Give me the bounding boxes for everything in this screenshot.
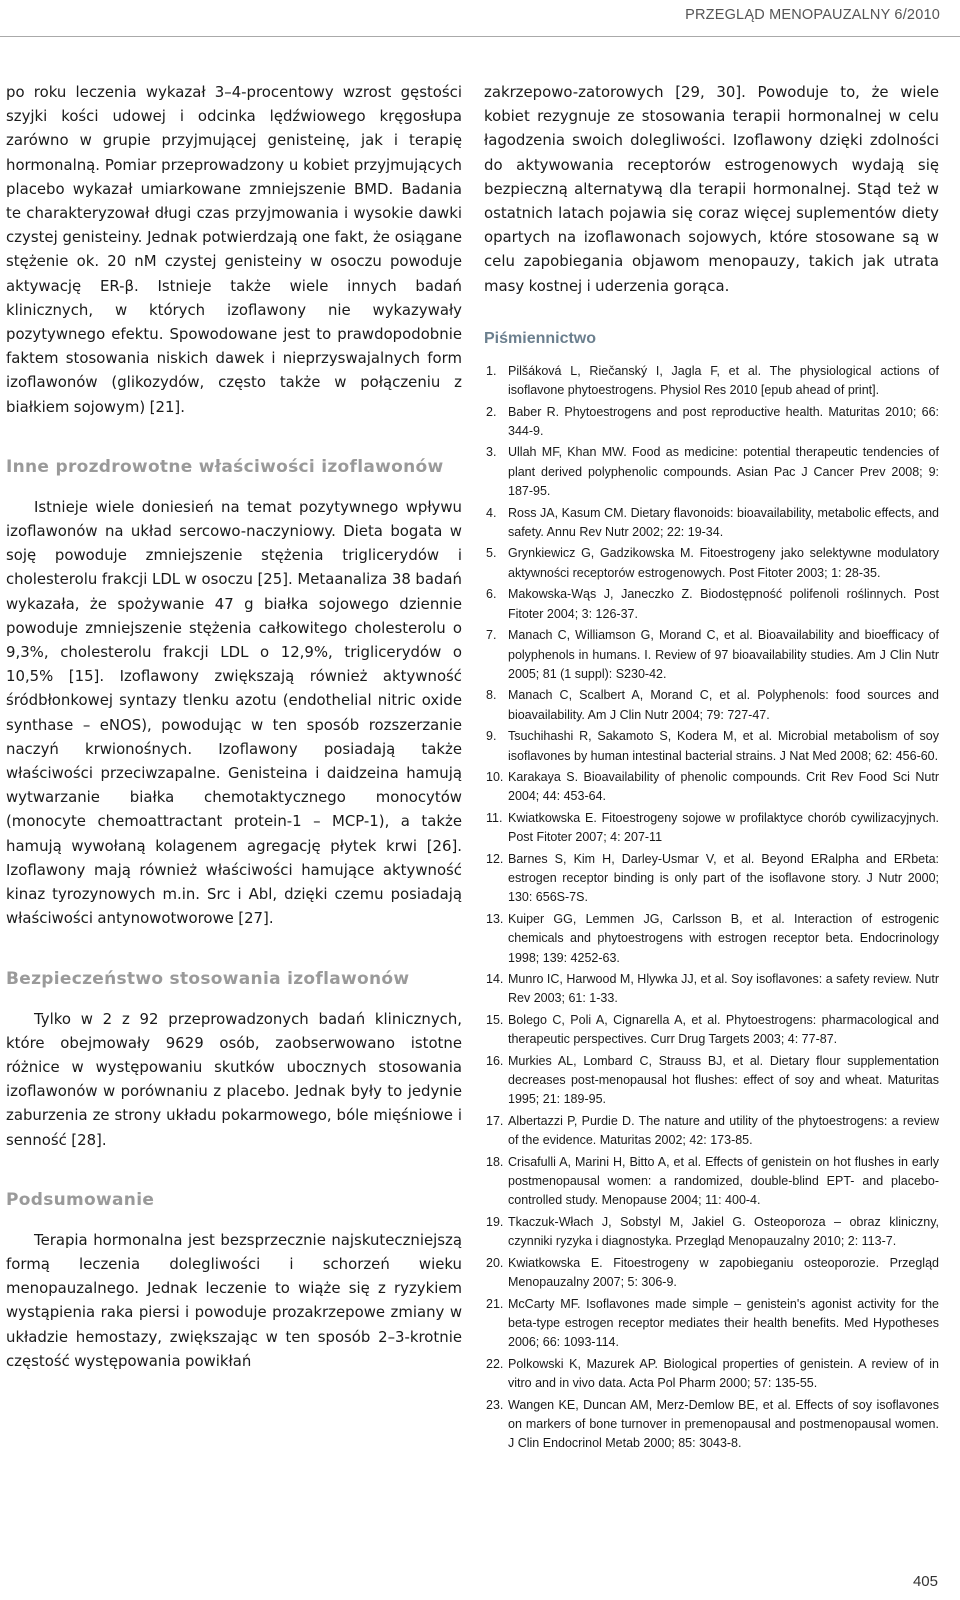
reference-number: 17.	[486, 1113, 504, 1128]
reference-text: McCarty MF. Isoflavones made simple – genistein's agonist activity for the beta-type estrogen receptor mediates their health benefits. Med Hypotheses 2006; 66: 1093-114.	[508, 1296, 939, 1350]
reference-item	[484, 686, 939, 725]
reference-number: 20.	[486, 1255, 504, 1270]
reference-number: 18.	[486, 1154, 504, 1169]
reference-item	[484, 727, 939, 766]
reference-number: 21.	[486, 1296, 504, 1311]
left-column	[6, 80, 462, 1373]
reference-list	[484, 362, 939, 1454]
reference-item	[484, 362, 939, 401]
reference-number: 14.	[486, 972, 504, 987]
reference-text: Manach C, Williamson G, Morand C, et al. Bioavailability and bioefficacy of polyphenols in humans. I. Review of 97 bioavailability studies. Am J Clin Nutr 2005; 81 (1 suppl): S230-42.	[508, 628, 939, 681]
running-head	[0, 0, 960, 42]
reference-text: Crisafulli A, Marini H, Bitto A, et al. Effects of genistein on hot flushes in early postmenopausal women: a randomized, double-blind EPT- and placebo-controlled study. Menopause 2004; 11: 400-4.	[508, 1154, 939, 1208]
reference-number: 3.	[486, 445, 497, 460]
reference-item	[484, 1396, 939, 1454]
reference-text: Ullah MF, Khan MW. Food as medicine: potential therapeutic tendencies of plant derived polyphenolic compounds. Asian Pac J Cancer Prev 2008; 9: 187-95.	[508, 445, 939, 499]
reference-text: Polkowski K, Mazurek AP. Biological properties of genistein. A review of in vitro and in vivo data. Acta Pol Pharm 2000; 57: 135-55.	[508, 1356, 939, 1391]
section-heading-other-properties: Inne prozdrowotne właściwości izoflawonów	[6, 456, 444, 477]
reference-number: 5.	[486, 546, 497, 561]
reference-item	[484, 504, 939, 543]
reference-number: 19.	[486, 1214, 504, 1229]
reference-number: 7.	[486, 628, 497, 643]
reference-text: Baber R. Phytoestrogens and post reproductive health. Maturitas 2010; 66: 344-9.	[508, 404, 939, 439]
header-rule	[0, 36, 960, 37]
paragraph-intro: po roku leczenia wykazał 3–4-procentowy wzrost gęstości szyjki kości udowej i odcinka lędźwiowego kręgosłupa zarówno w grupie przyjmującej genisteinę, jak i terapię hormonalną. Pomiar przeprowadzony u kobiet przyjmujących placebo wykazał umiarkowane zmniejszenie BMD. Badania te charakteryzował długi czas przyjmowania i wysokie dawki czystej genisteiny. Jednak potwierdzają one fakt, że osiągane stężenie ok. 20 nM czystej genisteiny w osoczu powoduje aktywację ER-β. Istnieje także wiele innych badań klinicznych, w których izoflawony nie wykazywały pozytywnego efektu. Spowodowane jest to prawdopodobnie faktem stosowania niskich dawek i nieprzyswajalnych form izoflawonów (glikozydów, często także w połączeniu z białkiem sojowym) [21].	[6, 83, 462, 416]
reference-number: 4.	[486, 505, 497, 520]
reference-number: 8.	[486, 688, 497, 703]
reference-text: Kwiatkowska E. Fitoestrogeny w zapobieganiu osteoporozie. Przegląd Menopauzalny 2007; 5: 306-9.	[508, 1255, 939, 1290]
reference-text: Barnes S, Kim H, Darley-Usmar V, et al. Beyond ERalpha and ERbeta: estrogen receptor binding is only part of the isoflavone story. J Nutr 2000; 130: 656S-7S.	[508, 851, 939, 905]
reference-text: Ross JA, Kasum CM. Dietary flavonoids: bioavailability, metabolic effects, and safety. Annu Rev Nutr 2002; 22: 19-34.	[508, 505, 939, 540]
paragraph-summary: Terapia hormonalna jest bezsprzecznie najskuteczniejszą formą leczenia dolegliwości i schorzeń wieku menopauzalnego. Jednak leczenie to wiąże się z ryzykiem wystąpienia raka piersi i powoduje prozakrzepowe zmiany w układzie hemostazy, zwiększając w ten sposób 2–3-krotnie częstość występowania powikłań	[6, 1230, 462, 1370]
reference-item	[484, 585, 939, 624]
reference-number: 6.	[486, 587, 497, 602]
reference-item	[484, 443, 939, 501]
reference-text: Munro IC, Harwood M, Hlywka JJ, et al. Soy isoflavones: a safety review. Nutr Rev 2003; 61: 1-33.	[508, 972, 939, 1006]
reference-item	[484, 910, 939, 968]
reference-item	[484, 809, 939, 848]
reference-text: Wangen KE, Duncan AM, Merz-Demlow BE, et al. Effects of soy isoflavones on markers of bone turnover in premenopausal and postmenopausal women. J Clin Endocrinol Metab 2000; 85: 3043-8.	[508, 1397, 939, 1451]
reference-number: 23.	[486, 1397, 504, 1412]
reference-text: Grynkiewicz G, Gadzikowska M. Fitoestrogeny jako selektywne modulatory aktywności receptorów estrogenowych. Post Fitoter 2003; 1: 28-35.	[508, 546, 939, 580]
reference-text: Kuiper GG, Lemmen JG, Carlsson B, et al. Interaction of estrogenic chemicals and phytoestrogens with estrogen receptor beta. Endocrinology 1998; 139: 4252-63.	[508, 911, 939, 965]
reference-text: Makowska-Wąs J, Janeczko Z. Biodostępność polifenoli roślinnych. Post Fitoter 2004; 3: 126-37.	[508, 587, 939, 621]
reference-text: Karakaya S. Bioavailability of phenolic compounds. Crit Rev Food Sci Nutr 2004; 44: 453-64.	[508, 769, 939, 804]
reference-text: Manach C, Scalbert A, Morand C, et al. Polyphenols: food sources and bioavailability. Am J Clin Nutr 2004; 79: 727-47.	[508, 688, 939, 722]
reference-item	[484, 768, 939, 807]
reference-text: Murkies AL, Lombard C, Strauss BJ, et al. Dietary flour supplementation decreases post-menopausal hot flushes: effect of soy and wheat. Maturitas 1995; 21: 189-95.	[508, 1053, 939, 1107]
paragraph-safety: Tylko w 2 z 92 przeprowadzonych badań klinicznych, które obejmowały 9629 osób, zaobserwowano istotne różnice w występowaniu skutków ubocznych stosowania izoflawonów w porównaniu z placebo. Jednak były to jedynie zaburzenia ze strony układu pokarmowego, bóle mięśniowe i senność [28].	[6, 1009, 462, 1149]
reference-item	[484, 850, 939, 908]
reference-number: 2.	[486, 404, 497, 419]
reference-text: Bolego C, Poli A, Cignarella A, et al. Phytoestrogens: pharmacological and therapeutic perspectives. Curr Drug Targets 2003; 4: 77-87.	[508, 1012, 939, 1047]
reference-text: Tsuchihashi R, Sakamoto S, Kodera M, et al. Microbial metabolism of soy isoflavones by human intestinal bacterial strains. J Nat Med 2008; 62: 456-60.	[508, 729, 939, 763]
reference-number: 16.	[486, 1053, 504, 1068]
section-heading-summary: Podsumowanie	[6, 1189, 155, 1210]
reference-item	[484, 1295, 939, 1353]
reference-item	[484, 970, 939, 1009]
reference-number: 9.	[486, 729, 497, 744]
reference-text: Pilšáková L, Riečanský I, Jagla F, et al. The physiological actions of isoflavone phytoestrogens. Physiol Res 2010 [epub ahead of print].	[508, 363, 939, 398]
reference-item	[484, 1112, 939, 1151]
reference-text: Albertazzi P, Purdie D. The nature and utility of the phytoestrogens: a review of the evidence. Maturitas 2002; 42: 173-85.	[508, 1113, 939, 1148]
section-heading-safety: Bezpieczeństwo stosowania izoflawonów	[6, 968, 410, 989]
reference-number: 22.	[486, 1356, 504, 1371]
reference-item	[484, 1011, 939, 1050]
reference-item	[484, 626, 939, 684]
reference-item	[484, 544, 939, 583]
paragraph-continued: zakrzepowo-zatorowych [29, 30]. Powoduje to, że wiele kobiet rezygnuje ze stosowania terapii hormonalnej w celu łagodzenia swoich dolegliwości. Izoflawony dzięki zdolności do aktywowania receptorów estrogenowych wydają się bezpieczną alternatywą dla terapii hormonalnej. Stąd też w ostatnich latach pojawia się coraz więcej suplementów diety opartych na izoflawonach sojowych, które stosowane są w celu zapobiegania objawom menopauzy, takich jak utrata masy kostnej i uderzenia gorąca.	[484, 83, 939, 295]
reference-number: 10.	[486, 769, 504, 784]
reference-number: 1.	[486, 363, 497, 378]
reference-item	[484, 1153, 939, 1211]
paragraph-other-properties: Istnieje wiele doniesień na temat pozytywnego wpływu izoflawonów na układ sercowo-naczyniowy. Dieta bogata w soję powoduje zmniejszenie stężenia triglicerydów i cholesterolu frakcji LDL w osoczu [25]. Metaanaliza 38 badań wykazała, że spożywanie 47 g białka sojowego dziennie powoduje zmniejszenie stężenia całkowitego cholesterolu o 9,3%, cholesterolu frakcji LDL o 12,9%, triglicerydów o 10,5% [15]. Izoflawony zwiększają również aktywność śródbłonkowej syntazy tlenku azotu (endothelial nitric oxide synthase – eNOS), powodując w ten sposób rozszerzanie naczyń krwionośnych. Izoflawony posiadają także właściwości przeciwzapalne. Genisteina i daidzeina hamują wytwarzanie białka chemotaktycznego monocytów (monocyte chemoattractant protein-1 – MCP-1), a także hamują wywołaną kolagenem agregację płytek krwi [26]. Izoflawony mają również właściwości hamujące aktywność kinaz tyrozynowych m.in. Src i Abl, dzięki czemu posiadają właściwości antynowotworowe [27].	[6, 497, 462, 928]
reference-text: Kwiatkowska E. Fitoestrogeny sojowe w profilaktyce chorób cywilizacyjnych. Post Fitoter 2007; 4: 207-11	[508, 810, 939, 845]
reference-number: 11.	[486, 810, 503, 825]
reference-number: 13.	[486, 911, 504, 926]
reference-item	[484, 1213, 939, 1252]
page-number: 405	[912, 1573, 938, 1590]
reference-item	[484, 1052, 939, 1110]
reference-text: Tkaczuk-Włach J, Sobstyl M, Jakiel G. Osteoporoza – obraz kliniczny, czynniki ryzyka i diagnostyka. Przegląd Menopauzalny 2010; 2: 113-7.	[508, 1214, 939, 1249]
reference-number: 12.	[486, 851, 504, 866]
reference-item	[484, 1254, 939, 1293]
references-heading: Piśmiennictwo	[484, 329, 597, 347]
reference-item	[484, 403, 939, 442]
reference-number: 15.	[486, 1012, 504, 1027]
reference-item	[484, 1355, 939, 1394]
journal-title: PRZEGLĄD MENOPAUZALNY 6/2010	[685, 7, 940, 23]
right-column	[484, 80, 939, 1456]
